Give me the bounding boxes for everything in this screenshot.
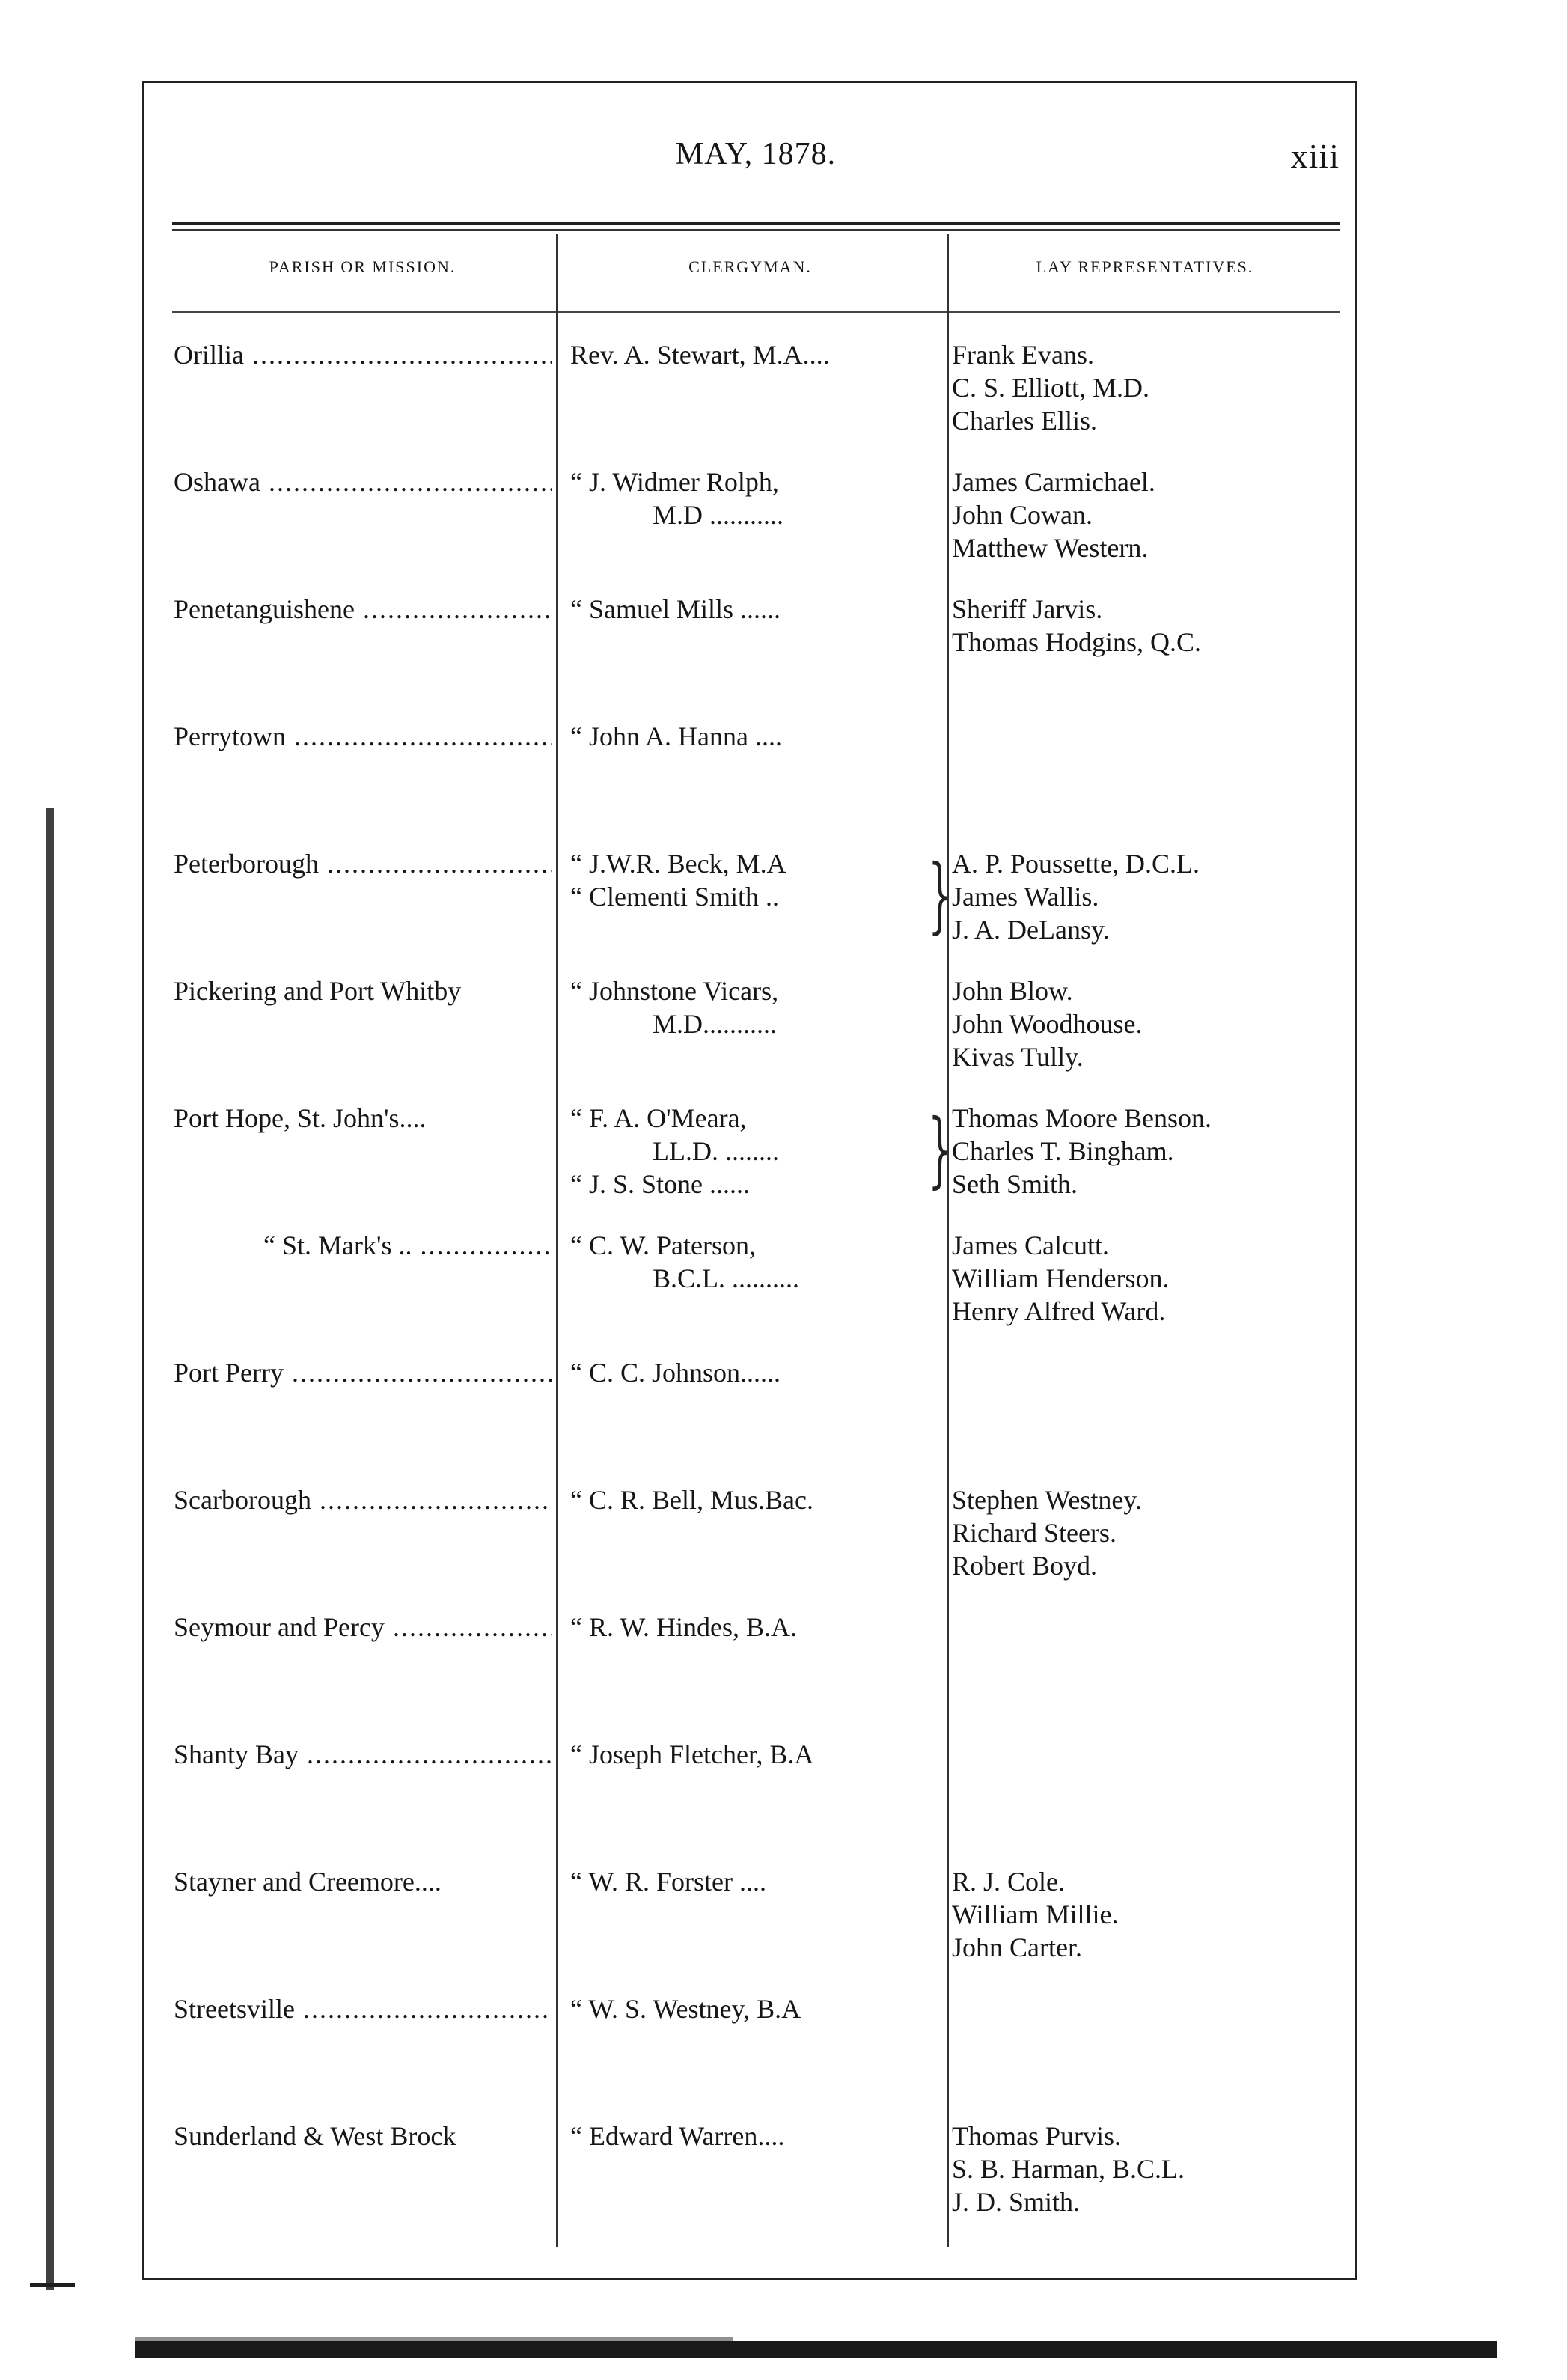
column-header-clergyman: CLERGYMAN. [688, 257, 812, 276]
clergyman-name: “ Edward Warren.... [570, 2121, 785, 2151]
lay-representative: William Henderson. [952, 1263, 1170, 1293]
parish-name: Shanty Bay ..... [174, 1738, 552, 1771]
header-rule-double [172, 229, 1340, 231]
lay-representatives-cell [952, 1865, 1341, 1964]
parish-name: Port Hope, St. John's.... [174, 1103, 427, 1133]
column-header-rule [172, 311, 1340, 313]
parish-name: Scarborough ..... [174, 1483, 552, 1516]
page-frame-bottom [142, 2278, 1357, 2280]
lay-representative: John Carter. [952, 1932, 1082, 1962]
lay-representatives-cell [952, 338, 1341, 437]
clergyman-cell [570, 847, 944, 913]
parish-name: Penetanguishene ..... [174, 593, 552, 626]
clergyman-cell [570, 1356, 944, 1389]
lay-representative: James Wallis. [952, 882, 1099, 912]
lay-representative: Thomas Purvis. [952, 2121, 1122, 2151]
lay-representative: James Carmichael. [952, 467, 1155, 497]
lay-representatives-cell [952, 974, 1341, 1073]
clergyman-name: “ R. W. Hindes, B.A. [570, 1612, 798, 1642]
clergyman-name-continued: LL.D. ........ [653, 1136, 779, 1166]
scan-edge-mark [30, 2283, 75, 2287]
clergyman-cell [570, 1483, 944, 1516]
page-header [172, 136, 1340, 181]
lay-representative: Frank Evans. [952, 340, 1094, 370]
scan-edge-shadow [46, 808, 54, 2290]
clergyman-cell [570, 1229, 944, 1295]
parish-name: Stayner and Creemore.... [174, 1867, 442, 1897]
lay-representative: Stephen Westney. [952, 1485, 1143, 1515]
clergyman-name-continued: M.D ........... [653, 500, 784, 530]
lay-representative: J. A. DeLansy. [952, 915, 1110, 945]
lay-representative: Richard Steers. [952, 1518, 1117, 1548]
clergyman-cell [570, 593, 944, 626]
lay-representative: William Millie. [952, 1900, 1119, 1929]
parish-name: Pickering and Port Whitby [174, 976, 462, 1006]
column-header-parish: PARISH OR MISSION. [269, 257, 456, 276]
clergyman-cell [570, 974, 944, 1040]
clergyman-name: “ W. R. Forster .... [570, 1867, 767, 1897]
parish-name: Oshawa ..... [174, 466, 552, 498]
clergyman-cell [570, 1611, 944, 1644]
lay-representative: Thomas Moore Benson. [952, 1103, 1212, 1133]
lay-representatives-cell [952, 2120, 1341, 2218]
lay-representative: Matthew Western. [952, 533, 1149, 563]
lay-representative: Charles Ellis. [952, 406, 1097, 436]
page-number: xiii [1290, 137, 1340, 175]
lay-representative: Henry Alfred Ward. [952, 1296, 1166, 1326]
clergyman-name: “ C. W. Paterson, [570, 1230, 756, 1260]
clergyman-name: “ Clementi Smith .. [570, 882, 779, 912]
clergyman-name: “ Johnstone Vicars, [570, 976, 779, 1006]
parish-name: “ St. Mark's .. ..... [174, 1229, 552, 1262]
lay-representative: John Blow. [952, 976, 1073, 1006]
clergyman-name: “ Joseph Fletcher, B.A [570, 1739, 814, 1769]
clergyman-cell [570, 1865, 944, 1898]
parish-name: Orillia ..... [174, 338, 552, 371]
clergyman-cell [570, 720, 944, 753]
lay-representative: R. J. Cole. [952, 1867, 1066, 1897]
lay-representative: Sheriff Jarvis. [952, 594, 1103, 624]
lay-representative: Kivas Tully. [952, 1042, 1084, 1072]
lay-representatives-cell [952, 593, 1341, 659]
lay-representative: Seth Smith. [952, 1169, 1078, 1199]
clergyman-name: “ J.W.R. Beck, M.A [570, 849, 786, 879]
clergyman-cell [570, 1101, 952, 1200]
clergyman-name: “ J. Widmer Rolph, [570, 467, 779, 497]
clergyman-cell [570, 1738, 944, 1771]
clergyman-cell [570, 1992, 944, 2025]
lay-representatives-cell [952, 466, 1341, 564]
grouping-brace: } [928, 1101, 952, 1197]
parish-name: Peterborough ..... [174, 847, 552, 880]
lay-representative: S. B. Harman, B.C.L. [952, 2154, 1185, 2184]
lay-representative: Charles T. Bingham. [952, 1136, 1174, 1166]
lay-representative: Thomas Hodgins, Q.C. [952, 627, 1201, 657]
lay-representative: C. S. Elliott, M.D. [952, 373, 1150, 403]
clergyman-cell [570, 466, 944, 531]
lay-representative: John Woodhouse. [952, 1009, 1143, 1039]
lay-representative: J. D. Smith. [952, 2187, 1081, 2217]
lay-representative: James Calcutt. [952, 1230, 1109, 1260]
clergyman-name: “ C. C. Johnson...... [570, 1358, 781, 1388]
lay-representatives-cell [952, 1229, 1341, 1328]
parish-name: Perrytown ..... [174, 720, 552, 753]
clergyman-name: “ Samuel Mills ...... [570, 594, 781, 624]
parish-name: Seymour and Percy ..... [174, 1611, 552, 1644]
lay-representatives-cell [952, 847, 1341, 946]
clergyman-cell [570, 2120, 944, 2152]
lay-representatives-cell [952, 1102, 1341, 1200]
lay-representative: John Cowan. [952, 500, 1093, 530]
clergyman-name: “ F. A. O'Meara, [570, 1103, 747, 1133]
parish-name: Sunderland & West Brock [174, 2121, 456, 2151]
clergyman-name: “ W. S. Westney, B.A [570, 1994, 801, 2024]
lay-representative: Robert Boyd. [952, 1551, 1097, 1581]
parish-name: Streetsville ..... [174, 1992, 552, 2025]
header-rule [172, 222, 1340, 225]
clergyman-name: “ J. S. Stone ...... [570, 1169, 751, 1199]
lay-representative: A. P. Poussette, D.C.L. [952, 849, 1200, 879]
clergyman-name-continued: B.C.L. .......... [653, 1263, 800, 1293]
clergyman-cell [570, 338, 944, 371]
column-divider-right [947, 234, 949, 2247]
clergyman-name: “ John A. Hanna .... [570, 721, 782, 751]
parish-name: Port Perry ..... [174, 1356, 552, 1389]
column-header-lay-representatives: LAY REPRESENTATIVES. [1036, 257, 1254, 276]
column-divider-left [556, 234, 558, 2247]
clergyman-name: Rev. A. Stewart, M.A.... [570, 340, 830, 370]
scan-bottom-shadow [135, 2341, 1497, 2358]
grouping-brace: } [928, 846, 952, 942]
lay-representatives-cell [952, 1483, 1341, 1582]
page-title: MAY, 1878. [675, 137, 837, 171]
clergyman-name-continued: M.D........... [653, 1009, 778, 1039]
clergyman-name: “ C. R. Bell, Mus.Bac. [570, 1485, 813, 1515]
